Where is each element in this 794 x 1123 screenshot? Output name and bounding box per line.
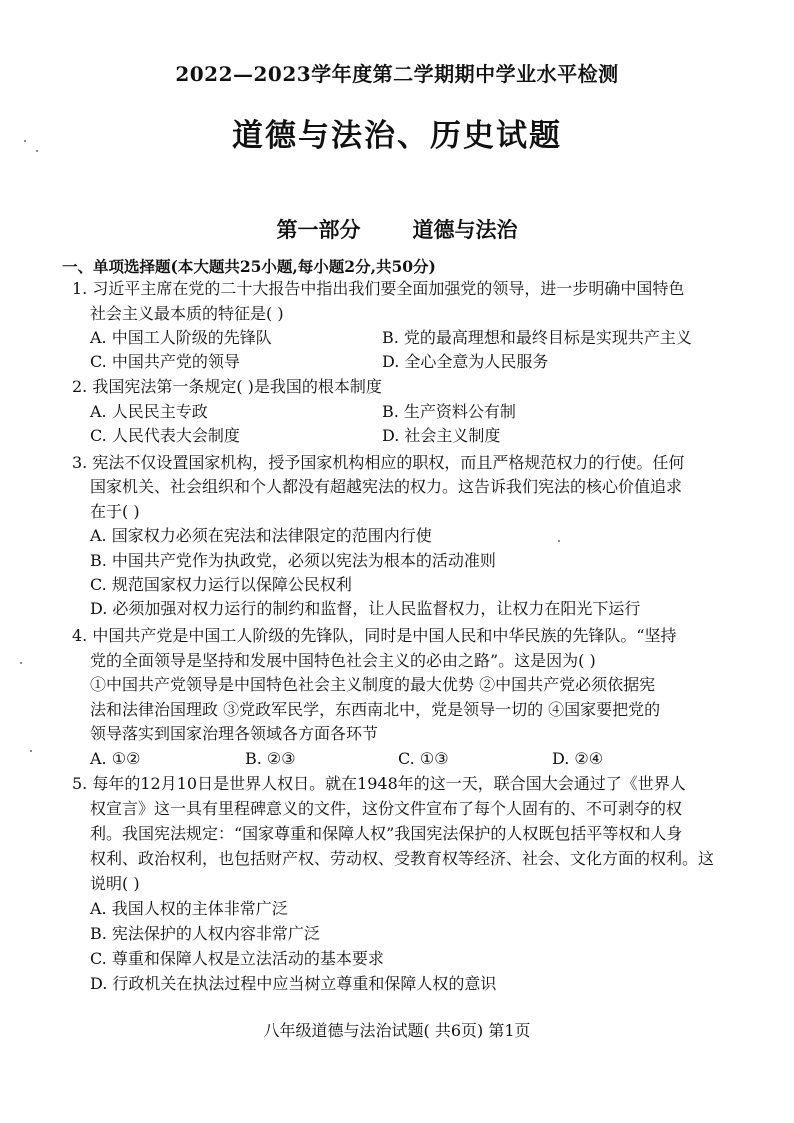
question-4-option-d: D. ②④ <box>552 749 604 768</box>
page-footer: 八年级道德与法治试题( 共6页) 第1页 <box>263 1021 531 1040</box>
subject-title: 道德与法治、历史试题 <box>232 118 562 154</box>
question-5-line-2: 权宣言》这一具有里程碑意义的文件，这份文件宣布了每个人固有的、不可剥夺的权 <box>90 799 683 818</box>
question-3-line-3: 在于( ) <box>90 502 140 521</box>
question-1-option-b: B. 党的最高理想和最终目标是实现共产主义 <box>382 328 692 347</box>
question-4-option-c: C. ①③ <box>398 749 449 768</box>
question-5-line-5: 说明( ) <box>90 874 140 893</box>
question-4-option-b: B. ②③ <box>245 749 296 768</box>
question-2-option-c: C. 人民代表大会制度 <box>90 426 240 445</box>
question-5-option-c: C. 尊重和保障人权是立法活动的基本要求 <box>90 949 384 968</box>
section-heading: 一、单项选择题(本大题共25小题,每小题2分,共50分) <box>62 257 436 276</box>
question-1-line-1: 1. 习近平主席在党的二十大报告中指出我们要全面加强党的领导，进一步明确中国特色 <box>72 279 685 298</box>
part-subject: 道德与法治 <box>412 217 518 242</box>
scan-speck <box>36 150 38 152</box>
part-title <box>0 214 794 244</box>
question-3-option-c: C. 规范国家权力运行以保障公民权利 <box>90 575 352 594</box>
part-label: 第一部分 <box>276 217 361 242</box>
scan-speck <box>558 540 560 542</box>
question-4-line-1: 4. 中国共产党是中国工人阶级的先锋队，同时是中国人民和中华民族的先锋队。“坚持 <box>72 626 677 645</box>
question-4-option-a: A. ①② <box>90 749 141 768</box>
question-3-option-b: B. 中国共产党作为执政党，必须以宪法为根本的活动准则 <box>90 551 496 570</box>
scan-speck <box>30 750 32 752</box>
scan-speck <box>24 140 26 142</box>
question-2-option-d: D. 社会主义制度 <box>382 426 501 445</box>
question-5-line-3: 利。我国宪法规定：“国家尊重和保障人权”我国宪法保护的人权既包括平等权和人身 <box>90 824 683 843</box>
question-3-option-a: A. 国家权力必须在宪法和法律限定的范围内行使 <box>90 526 432 545</box>
question-1-option-d: D. 全心全意为人民服务 <box>382 352 549 371</box>
question-5-line-4: 权利、政治权利，也包括财产权、劳动权、受教育权等经济、社会、文化方面的权利。这 <box>90 849 715 868</box>
question-4-line-3: ①中国共产党领导是中国特色社会主义制度的最大优势 ②中国共产党必须依据宪 <box>90 675 656 694</box>
question-2-option-a: A. 人民民主专政 <box>90 402 208 421</box>
question-3-line-1: 3. 宪法不仅设置国家机构，授予国家机构相应的职权，而且严格规范权力的行使。任何 <box>72 453 685 472</box>
question-5-line-1: 5. 每年的12月10日是世界人权日。就在1948年的这一天，联合国大会通过了《世界人 <box>72 774 686 793</box>
question-5-option-b: B. 宪法保护的人权内容非常广泛 <box>90 924 320 943</box>
question-4-line-4: 法和法律治国理政 ③党政军民学，东西南北中，党是领导一切的 ④国家要把党的 <box>90 700 661 719</box>
question-1-option-c: C. 中国共产党的领导 <box>90 352 240 371</box>
question-4-line-2: 党的全面领导是坚持和发展中国特色社会主义的必由之路”。这是因为( ) <box>90 651 596 670</box>
question-5-option-a: A. 我国人权的主体非常广泛 <box>90 899 288 918</box>
exam-title: 2022—2023学年度第二学期期中学业水平检测 <box>175 62 619 86</box>
question-1-line-2: 社会主义最本质的特征是( ) <box>90 304 284 323</box>
question-3-line-2: 国家机关、社会组织和个人都没有超越宪法的权力。这告诉我们宪法的核心价值追求 <box>90 477 683 496</box>
scan-speck <box>20 662 22 664</box>
question-5-option-d: D. 行政机关在执法过程中应当树立尊重和保障人权的意识 <box>90 974 497 993</box>
question-1-option-a: A. 中国工人阶级的先锋队 <box>90 328 272 347</box>
question-4-line-5: 领导落实到国家治理各领域各方面各环节 <box>90 724 379 743</box>
question-2-option-b: B. 生产资料公有制 <box>382 402 516 421</box>
question-2-line-1: 2. 我国宪法第一条规定( )是我国的根本制度 <box>72 377 382 396</box>
question-3-option-d: D. 必须加强对权力运行的制约和监督，让人民监督权力，让权力在阳光下运行 <box>90 599 641 618</box>
